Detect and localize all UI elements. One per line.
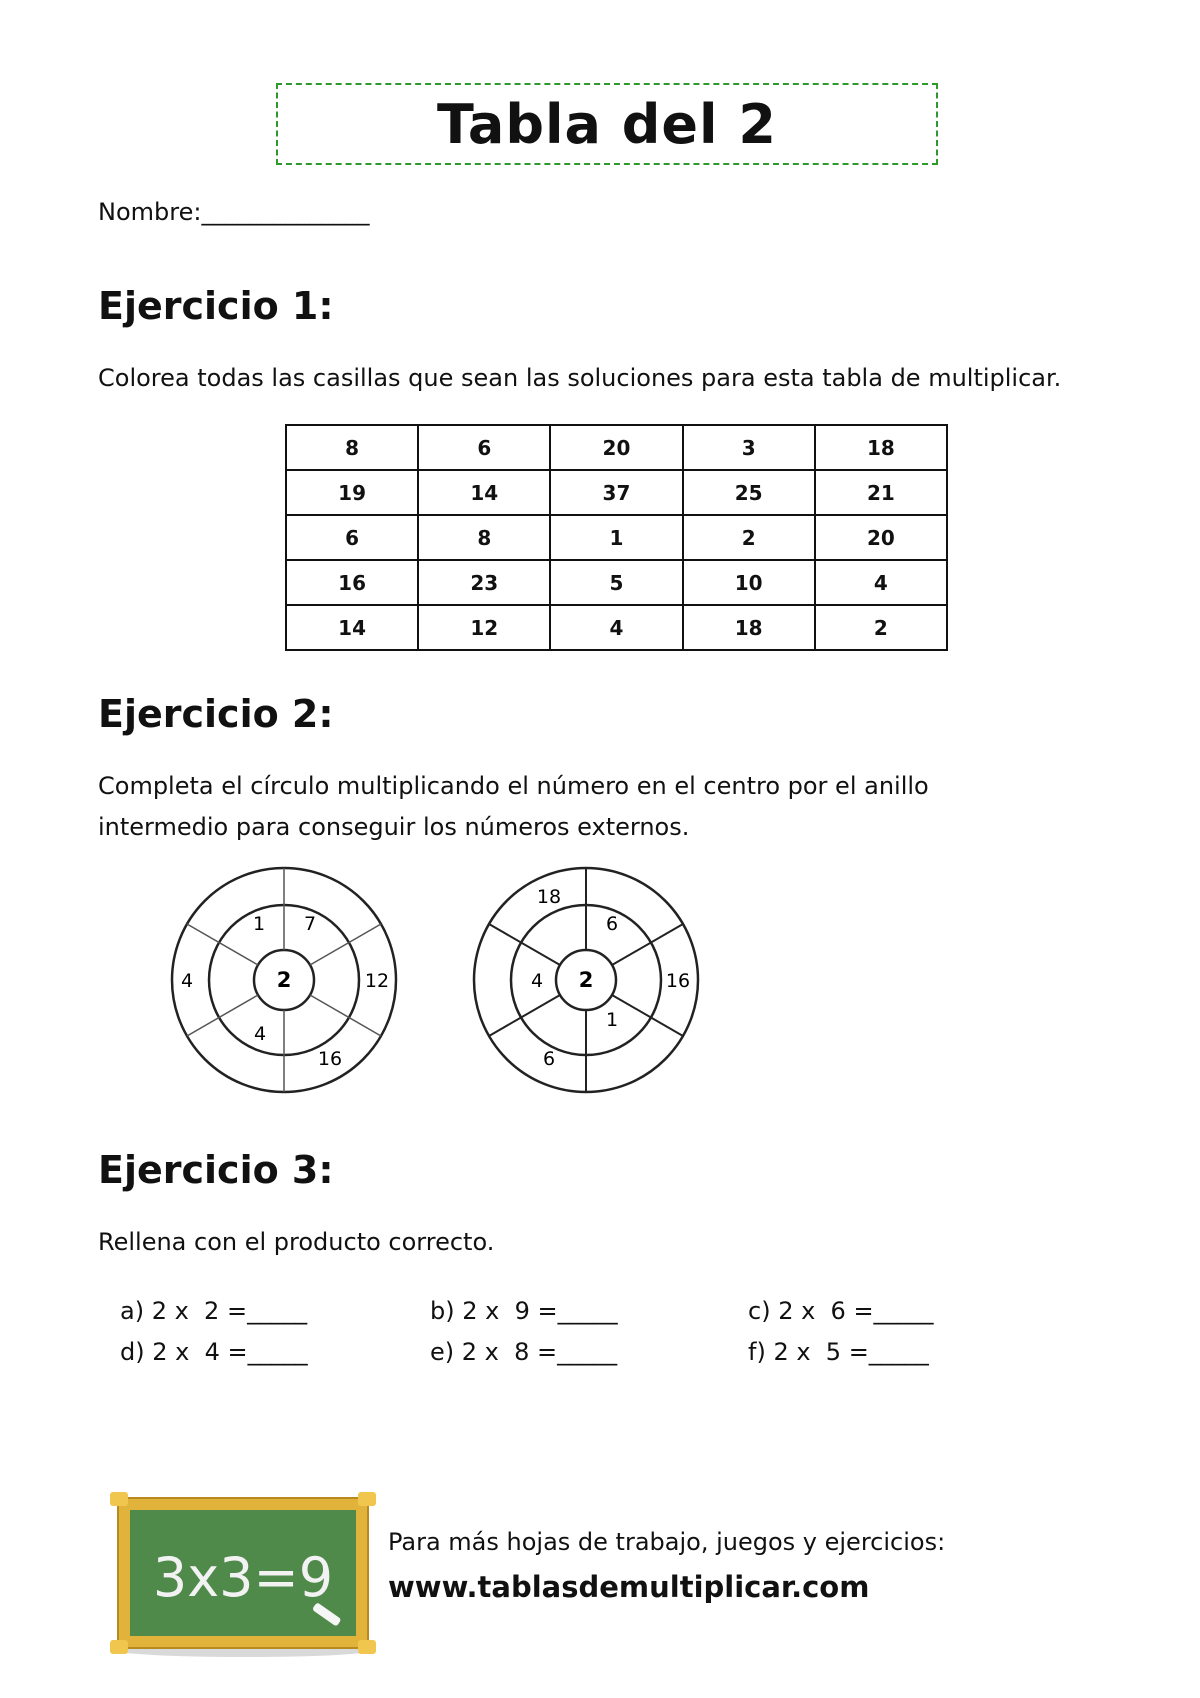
answer-item[interactable]: e) 2 x 8 =_____ xyxy=(430,1337,618,1366)
exercise-2-instruction-line1: Completa el círculo multiplicando el número en el centro por el anillo xyxy=(98,772,929,800)
multiplication-circles xyxy=(160,862,720,1102)
circle-inner-number: 7 xyxy=(303,913,317,935)
footer-url-link[interactable]: www.tablasdemultiplicar.com xyxy=(388,1570,870,1604)
answer-item[interactable]: a) 2 x 2 =_____ xyxy=(120,1296,308,1325)
board-corner xyxy=(110,1492,128,1506)
grid-cell[interactable]: 20 xyxy=(550,425,682,470)
circle-divider xyxy=(187,995,258,1036)
grid-row xyxy=(286,605,947,650)
circle-outer-number: 16 xyxy=(665,970,691,992)
answer-item[interactable]: f) 2 x 5 =_____ xyxy=(748,1337,929,1366)
chalkboard-logo xyxy=(100,1488,385,1663)
grid-cell[interactable]: 2 xyxy=(815,605,947,650)
grid-cell[interactable]: 3 xyxy=(683,425,815,470)
answer-row xyxy=(120,1290,1020,1331)
exercise-3-instruction: Rellena con el producto correcto. xyxy=(98,1228,495,1256)
grid-cell[interactable]: 37 xyxy=(550,470,682,515)
circle-inner-number: 1 xyxy=(605,1009,619,1031)
circle-divider xyxy=(612,924,683,965)
name-field-label: Nombre:______________ xyxy=(98,198,370,226)
grid-row xyxy=(286,425,947,470)
grid-row xyxy=(286,560,947,605)
grid-cell[interactable]: 20 xyxy=(815,515,947,560)
grid-cell[interactable]: 4 xyxy=(550,605,682,650)
grid-cell[interactable]: 4 xyxy=(815,560,947,605)
exercise-3-heading: Ejercicio 3: xyxy=(98,1148,334,1192)
board-equation: 3x3=9 xyxy=(152,1546,334,1609)
grid-cell[interactable]: 14 xyxy=(418,470,550,515)
title-box xyxy=(276,83,938,165)
circle-divider xyxy=(310,924,381,965)
grid-cell[interactable]: 18 xyxy=(683,605,815,650)
grid-cell[interactable]: 23 xyxy=(418,560,550,605)
circle-outer-number: 16 xyxy=(317,1048,343,1070)
board-corner xyxy=(110,1640,128,1654)
grid-cell[interactable]: 12 xyxy=(418,605,550,650)
circle-outer-number: 4 xyxy=(180,970,194,992)
circle-2 xyxy=(474,868,698,1092)
grid-cell[interactable]: 21 xyxy=(815,470,947,515)
circle-outer-number: 18 xyxy=(536,886,562,908)
answer-row xyxy=(120,1331,1020,1372)
circle-center-number: 2 xyxy=(276,968,292,992)
answer-grid xyxy=(120,1290,1020,1372)
circle-divider xyxy=(612,995,683,1036)
grid-cell[interactable]: 6 xyxy=(418,425,550,470)
grid-cell[interactable]: 19 xyxy=(286,470,418,515)
footer-text: Para más hojas de trabajo, juegos y ejercicios: xyxy=(388,1528,946,1556)
answer-item[interactable]: b) 2 x 9 =_____ xyxy=(430,1296,618,1325)
circle-divider xyxy=(489,924,560,965)
answer-item[interactable]: c) 2 x 6 =_____ xyxy=(748,1296,934,1325)
exercise-2-instruction-line2: intermedio para conseguir los números externos. xyxy=(98,813,690,841)
grid-cell[interactable]: 8 xyxy=(286,425,418,470)
board-corner xyxy=(358,1640,376,1654)
exercise-1-instruction: Colorea todas las casillas que sean las soluciones para esta tabla de multiplicar. xyxy=(98,364,1062,392)
exercise-1-heading: Ejercicio 1: xyxy=(98,284,334,328)
grid-cell[interactable]: 2 xyxy=(683,515,815,560)
grid-row xyxy=(286,515,947,560)
grid-cell[interactable]: 16 xyxy=(286,560,418,605)
grid-cell[interactable]: 5 xyxy=(550,560,682,605)
circle-inner-number: 6 xyxy=(605,913,619,935)
circle-1 xyxy=(172,868,396,1092)
grid-cell[interactable]: 6 xyxy=(286,515,418,560)
exercise-2-heading: Ejercicio 2: xyxy=(98,692,334,736)
grid-row xyxy=(286,470,947,515)
number-grid xyxy=(285,424,948,651)
grid-cell[interactable]: 25 xyxy=(683,470,815,515)
grid-cell[interactable]: 14 xyxy=(286,605,418,650)
board-corner xyxy=(358,1492,376,1506)
circle-inner-number: 4 xyxy=(530,970,544,992)
grid-cell[interactable]: 1 xyxy=(550,515,682,560)
grid-cell[interactable]: 18 xyxy=(815,425,947,470)
grid-cell[interactable]: 8 xyxy=(418,515,550,560)
circle-center-number: 2 xyxy=(578,968,594,992)
page-title: Tabla del 2 xyxy=(437,92,777,156)
answer-item[interactable]: d) 2 x 4 =_____ xyxy=(120,1337,308,1366)
circle-divider xyxy=(187,924,258,965)
circle-divider xyxy=(310,995,381,1036)
circle-outer-number: 12 xyxy=(364,970,390,992)
circle-outer-number: 6 xyxy=(542,1048,556,1070)
circle-inner-number: 4 xyxy=(253,1023,267,1045)
circle-divider xyxy=(489,995,560,1036)
circle-inner-number: 1 xyxy=(252,913,266,935)
grid-cell[interactable]: 10 xyxy=(683,560,815,605)
